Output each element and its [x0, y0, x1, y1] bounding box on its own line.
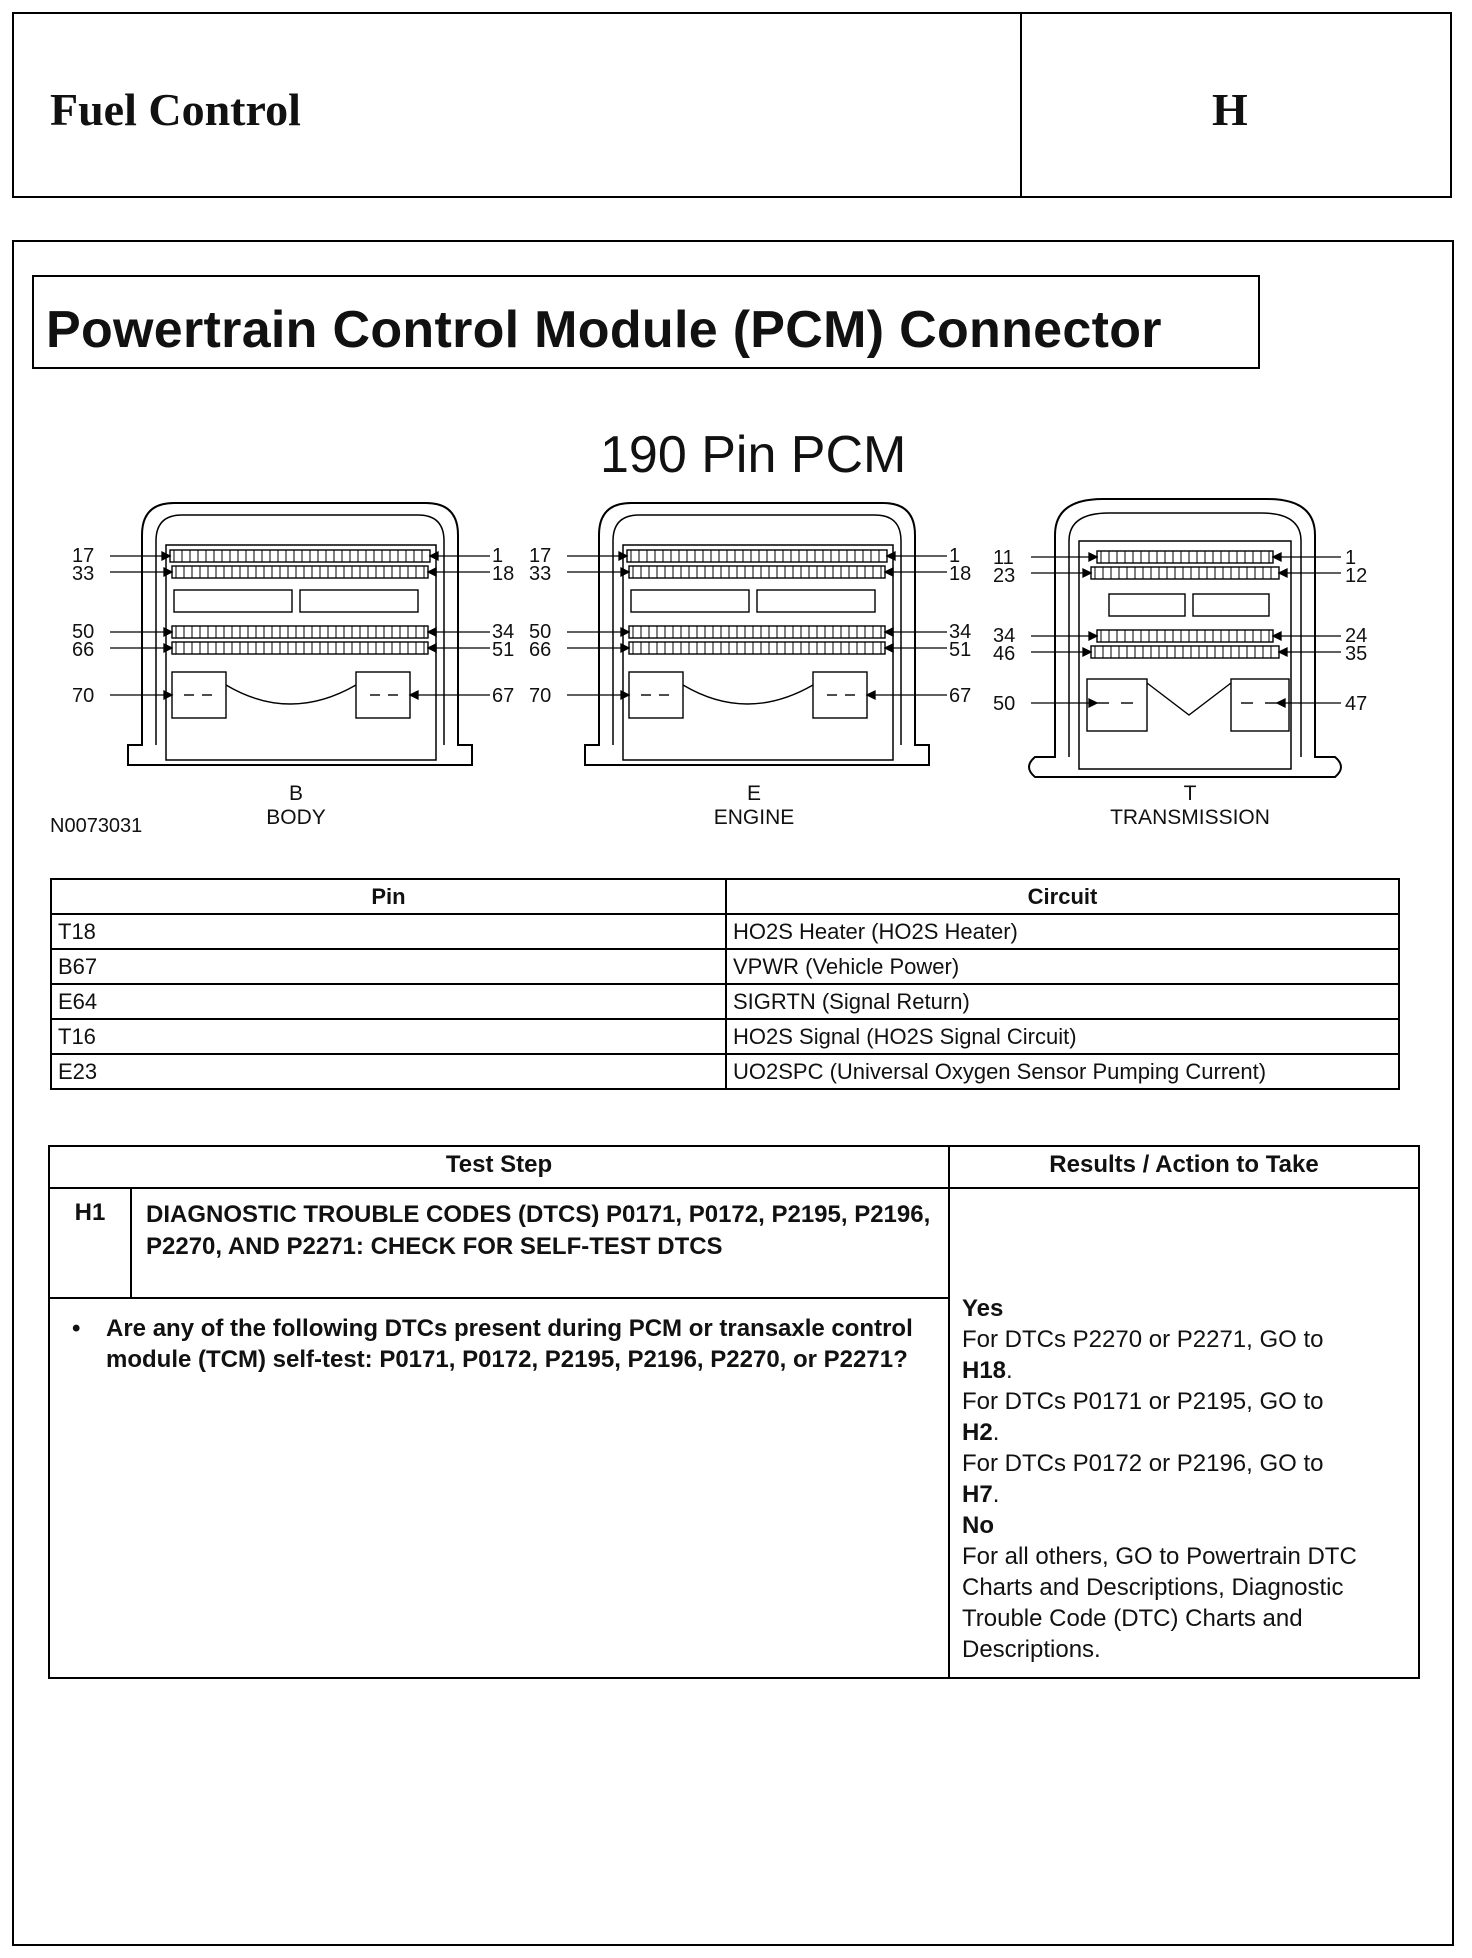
page-title: Powertrain Control Module (PCM) Connector [46, 301, 1162, 359]
pin-label: 18 [949, 563, 972, 585]
table-header-row [49, 1146, 1419, 1188]
pin-label: 18 [492, 563, 515, 585]
connector-letter: E [746, 782, 761, 805]
circuit-cell: VPWR (Vehicle Power) [726, 949, 1399, 984]
pin-label: 46 [993, 643, 1016, 665]
pin-label: 17 [72, 545, 95, 567]
column-header: Circuit [726, 879, 1399, 914]
result-link-h2[interactable]: H2 [962, 1419, 993, 1446]
test-step-table [48, 1145, 1420, 1679]
connector-transmission-drawing [985, 495, 1405, 795]
connector-letter: T [1183, 782, 1197, 805]
pin-cell: E64 [51, 984, 726, 1019]
pin-label: 34 [492, 621, 515, 643]
pin-label: 17 [529, 545, 552, 567]
pin-label: 50 [72, 621, 95, 643]
pin-label: 23 [993, 565, 1016, 587]
table-row [51, 1019, 1399, 1054]
step-question: Are any of the following DTCs present during PCM or transaxle control module (TCM) self-test: P0171, P0172, P2195, P2196, P2270, or P2271? [106, 1315, 913, 1373]
table-row [51, 949, 1399, 984]
circuit-cell: SIGRTN (Signal Return) [726, 984, 1399, 1019]
circuit-cell: UO2SPC (Universal Oxygen Sensor Pumping Current) [726, 1054, 1399, 1089]
pin-label: 1 [949, 545, 961, 567]
connector-body-drawing [70, 495, 530, 795]
circuit-cell: HO2S Signal (HO2S Signal Circuit) [726, 1019, 1399, 1054]
table-row [51, 984, 1399, 1019]
connector-engine [527, 495, 987, 795]
pin-label: 67 [949, 685, 972, 707]
result-text: For all others, GO to Powertrain DTC Charts and Descriptions, Diagnostic Trouble Code (DTC) Charts and Descriptions. [962, 1543, 1357, 1663]
result-link-h7[interactable]: H7 [962, 1481, 993, 1508]
figure-id: N0073031 [50, 815, 143, 837]
column-header: Test Step [49, 1146, 949, 1188]
pin-label: 33 [529, 563, 552, 585]
pin-label: 51 [949, 639, 972, 661]
pin-label: 33 [72, 563, 95, 585]
yes-label: Yes [962, 1295, 1004, 1322]
section-title: Fuel Control [50, 84, 301, 135]
connector-name: BODY [266, 806, 326, 829]
connector-engine-drawing [527, 495, 987, 795]
step-id: H1 [49, 1188, 131, 1298]
table-row [51, 1054, 1399, 1089]
connector-name: TRANSMISSION [1110, 806, 1270, 829]
pin-label: 34 [993, 625, 1016, 647]
circuit-cell: HO2S Heater (HO2S Heater) [726, 914, 1399, 949]
connector-name: ENGINE [713, 806, 795, 829]
table-row [51, 914, 1399, 949]
pin-label: 66 [529, 639, 552, 661]
pin-label: 51 [492, 639, 515, 661]
connector-letter: B [288, 782, 303, 805]
pin-cell: T16 [51, 1019, 726, 1054]
step-question-cell [49, 1298, 949, 1678]
result-text: For DTCs P0171 or P2195, GO to [962, 1388, 1324, 1415]
pin-label: 12 [1345, 565, 1368, 587]
pin-label: 1 [1345, 547, 1357, 569]
pin-label: 70 [529, 685, 552, 707]
pin-cell: T18 [51, 914, 726, 949]
bullet-icon: • [72, 1315, 81, 1342]
connector-transmission [985, 495, 1405, 795]
step-title: DIAGNOSTIC TROUBLE CODES (DTCS) P0171, P0172, P2195, P2196, P2270, AND P2271: CHECK FOR SELF-TEST DTCS [131, 1188, 949, 1298]
pin-label: 47 [1345, 693, 1368, 715]
diagram-title: 190 Pin PCM [600, 426, 907, 484]
pin-table [50, 878, 1400, 1090]
table-header-row [51, 879, 1399, 914]
pin-cell: B67 [51, 949, 726, 984]
pin-label: 50 [529, 621, 552, 643]
column-header: Results / Action to Take [949, 1146, 1419, 1188]
connector-body [70, 495, 530, 795]
result-text: For DTCs P2270 or P2271, GO to [962, 1326, 1324, 1353]
results-cell [949, 1188, 1419, 1678]
pin-cell: E23 [51, 1054, 726, 1089]
pin-label: 50 [993, 693, 1016, 715]
result-link-h18[interactable]: H18 [962, 1357, 1007, 1384]
pin-label: 11 [993, 547, 1014, 569]
section-letter: H [1212, 84, 1248, 135]
pin-label: 67 [492, 685, 515, 707]
pin-label: 66 [72, 639, 95, 661]
results-content: Yes For DTCs P2270 or P2271, GO to H18. For DTCs P0171 or P2195, GO to H2. For DTCs P0172 or P2196, GO to H7. No For all others, GO to Powertrain DTC Charts and Descriptions, Diagnostic Trouble Code (DTC) Charts and Descriptions. [962, 1293, 1406, 1665]
pin-label: 1 [492, 545, 504, 567]
pin-label: 24 [1345, 625, 1368, 647]
header-divider [1020, 14, 1022, 196]
pin-label: 35 [1345, 643, 1368, 665]
step-title-row [49, 1188, 1419, 1298]
no-label: No [962, 1512, 994, 1539]
pin-label: 34 [949, 621, 972, 643]
result-text: For DTCs P0172 or P2196, GO to [962, 1450, 1324, 1477]
pin-label: 70 [72, 685, 95, 707]
column-header: Pin [51, 879, 726, 914]
